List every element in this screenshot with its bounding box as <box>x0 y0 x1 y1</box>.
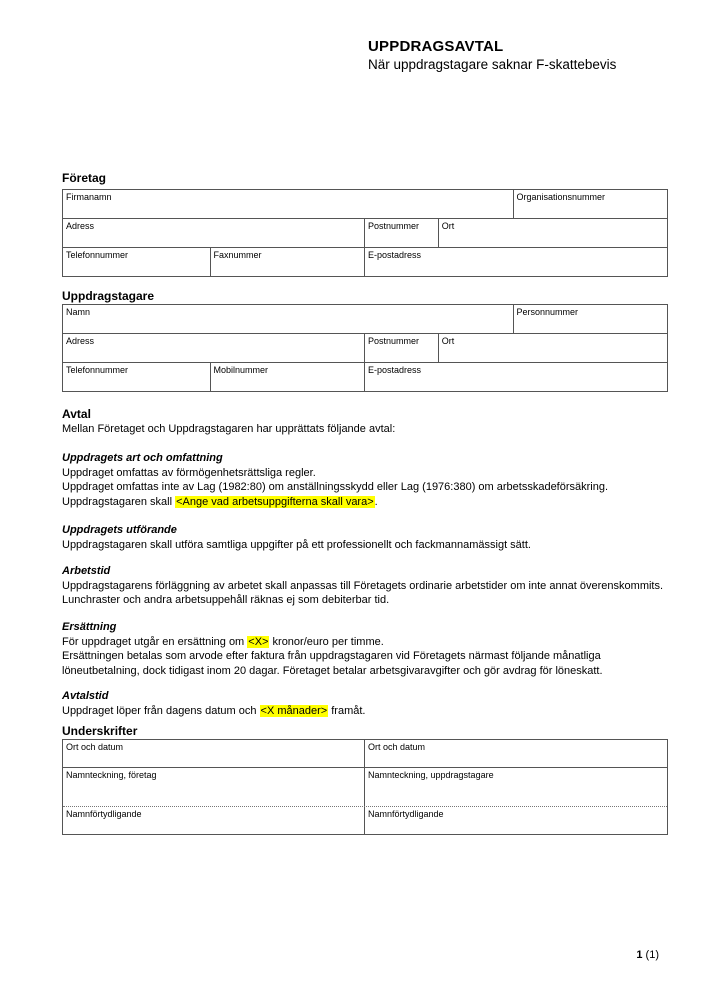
table-row <box>63 740 667 767</box>
page-number <box>636 949 659 962</box>
field-company-phone[interactable] <box>63 248 211 276</box>
field-label: E-postadress <box>368 250 422 260</box>
field-label: Firmanamn <box>66 192 112 202</box>
field-company-postal-code[interactable] <box>365 219 439 247</box>
signatures-section-heading: Underskrifter <box>62 724 138 738</box>
field-company-address[interactable] <box>63 219 365 247</box>
placeholder-highlight-rate[interactable]: <X> <box>248 635 269 648</box>
table-row <box>63 190 667 218</box>
field-label: Telefonnummer <box>66 365 129 375</box>
field-date-contractor[interactable] <box>365 740 667 767</box>
table-row <box>63 333 667 362</box>
field-label: E-postadress <box>368 365 422 375</box>
field-label: Namnförtydligande <box>368 809 444 819</box>
text-segment: framåt. <box>328 704 366 717</box>
field-label: Ort <box>441 221 455 231</box>
paragraph-line <box>62 635 674 650</box>
text-segment: kronor/euro per timme. <box>269 635 384 648</box>
paragraph-line: Uppdraget omfattas av förmögenhetsrättsliga regler. <box>62 466 316 479</box>
field-label: Ort <box>441 336 455 346</box>
section-title: Arbetstid <box>62 565 111 577</box>
section-working-hours <box>62 564 674 608</box>
field-name-clarification-company[interactable] <box>63 807 365 834</box>
text-segment: Uppdragstagaren skall <box>62 495 176 508</box>
table-row <box>63 247 667 276</box>
agreement-section <box>62 407 674 437</box>
field-label: Ort och datum <box>66 742 124 752</box>
field-contractor-city[interactable] <box>439 334 667 362</box>
page-number-total: (1) <box>645 949 659 961</box>
company-table <box>62 189 668 277</box>
paragraph-line <box>62 495 674 510</box>
text-segment: För uppdraget utgår en ersättning om <box>62 635 248 648</box>
placeholder-highlight-months[interactable]: <X månader> <box>260 704 328 717</box>
field-contractor-postal-code[interactable] <box>365 334 439 362</box>
field-label: Adress <box>66 336 95 346</box>
field-label: Mobilnummer <box>213 365 269 375</box>
field-contractor-email[interactable] <box>365 363 667 391</box>
section-title: Uppdragets utförande <box>62 524 177 536</box>
table-row <box>63 807 667 834</box>
paragraph-line: Ersättningen betalas som arvode efter faktura från uppdragstagaren vid Företagets närmast följande månatliga löneutbetalning, dock tidigast inom 20 dagar. Företaget betalar arbetsgivaravgifter och gör avdrag för löneskatt. <box>62 650 603 677</box>
agreement-intro: Mellan Företaget och Uppdragstagaren har upprättats följande avtal: <box>62 423 396 435</box>
field-label: Organisationsnummer <box>516 192 606 202</box>
page-number-current: 1 <box>636 949 643 961</box>
field-label: Adress <box>66 221 95 231</box>
section-compensation <box>62 620 674 678</box>
field-label: Namnförtydligande <box>66 809 142 819</box>
paragraph-line: Uppdragstagaren skall utföra samtliga uppgifter på ett professionellt och fackmannamässigt sätt. <box>62 538 531 551</box>
field-label: Namnteckning, uppdragstagare <box>368 770 494 780</box>
field-label: Postnummer <box>367 336 420 346</box>
field-signature-contractor[interactable] <box>365 768 667 806</box>
contractor-table <box>62 304 668 392</box>
field-label: Namnteckning, företag <box>66 770 157 780</box>
field-label: Faxnummer <box>213 250 262 260</box>
field-date-company[interactable] <box>63 740 365 767</box>
section-title: Ersättning <box>62 621 117 633</box>
field-contractor-personal-number[interactable] <box>514 305 668 333</box>
field-company-fax[interactable] <box>211 248 366 276</box>
page-title: UPPDRAGSAVTAL <box>368 38 504 55</box>
field-contractor-name[interactable] <box>63 305 514 333</box>
table-row <box>63 218 667 247</box>
paragraph-line: Uppdragstagarens förläggning av arbetet skall anpassas till Företagets ordinarie arbetstider om inte annat överenskommits. Lunchraster och andra arbetsuppehåll räknas ej som debiterbar tid. <box>62 579 664 606</box>
paragraph-line: Uppdraget omfattas inte av Lag (1982:80) om anställningsskydd eller Lag (1976:380) om arbetsskadeförsäkring. <box>62 481 609 493</box>
page-subtitle: När uppdragstagare saknar F-skattebevis <box>368 57 617 72</box>
section-execution <box>62 523 674 552</box>
field-name-clarification-contractor[interactable] <box>365 807 667 834</box>
table-row <box>63 305 667 333</box>
section-scope <box>62 451 674 509</box>
field-signature-company[interactable] <box>63 768 365 806</box>
section-term <box>62 689 674 718</box>
field-company-email[interactable] <box>365 248 667 276</box>
field-company-name[interactable] <box>63 190 514 218</box>
field-contractor-phone[interactable] <box>63 363 211 391</box>
field-label: Postnummer <box>367 221 420 231</box>
table-row <box>63 767 667 807</box>
field-contractor-mobile[interactable] <box>211 363 366 391</box>
document-header <box>368 38 616 73</box>
field-label: Namn <box>66 307 91 317</box>
section-title: Uppdragets art och omfattning <box>62 452 223 464</box>
paragraph-line <box>62 704 674 719</box>
placeholder-highlight-tasks[interactable]: <Ange vad arbetsuppgifterna skall vara> <box>176 495 374 508</box>
company-section-heading: Företag <box>62 171 107 185</box>
text-segment: . <box>374 495 378 508</box>
text-segment: Uppdraget löper från dagens datum och <box>62 704 260 717</box>
table-row <box>63 362 667 391</box>
agreement-heading: Avtal <box>62 407 91 421</box>
field-label: Ort och datum <box>368 742 426 752</box>
field-company-org-number[interactable] <box>514 190 668 218</box>
field-contractor-address[interactable] <box>63 334 365 362</box>
field-label: Personnummer <box>516 307 579 317</box>
signatures-table <box>62 739 668 835</box>
field-label: Telefonnummer <box>66 250 129 260</box>
field-company-city[interactable] <box>439 219 667 247</box>
section-title: Avtalstid <box>62 690 109 702</box>
contractor-section-heading: Uppdragstagare <box>62 289 155 303</box>
